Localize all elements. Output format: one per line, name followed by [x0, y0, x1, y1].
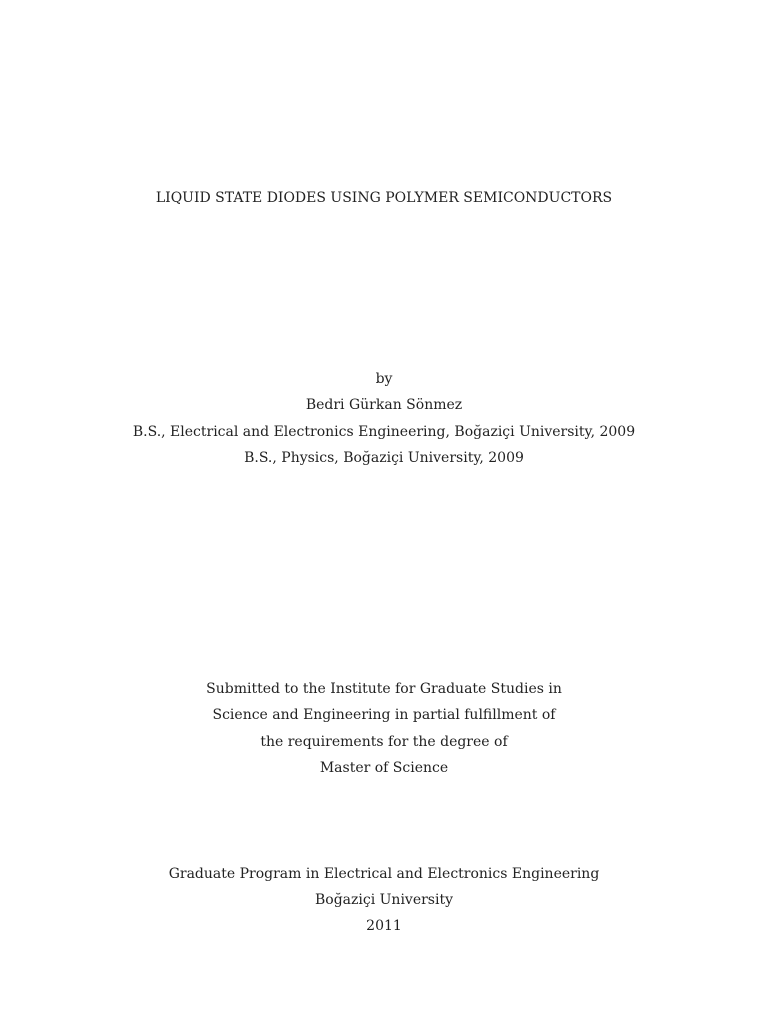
- submission-statement-line-1: Submitted to the Institute for Graduate Studies in: [206, 681, 562, 697]
- submission-year: 2011: [366, 918, 402, 934]
- prior-degree-1: B.S., Electrical and Electronics Engineering, Boğaziçi University, 2009: [132, 424, 636, 440]
- university-name: Boğaziçi University: [314, 892, 454, 908]
- submission-statement-line-2: Science and Engineering in partial fulfillment of: [212, 707, 556, 723]
- degree-name: Master of Science: [319, 760, 449, 776]
- submission-statement-line-3: the requirements for the degree of: [260, 734, 508, 750]
- thesis-title: LIQUID STATE DIODES USING POLYMER SEMICONDUCTORS: [155, 190, 613, 206]
- graduate-program: Graduate Program in Electrical and Electronics Engineering: [168, 866, 600, 882]
- by-label: by: [375, 371, 393, 387]
- author-name: Bedri Gürkan Sönmez: [305, 397, 463, 413]
- prior-degree-2: B.S., Physics, Boğaziçi University, 2009: [244, 450, 524, 466]
